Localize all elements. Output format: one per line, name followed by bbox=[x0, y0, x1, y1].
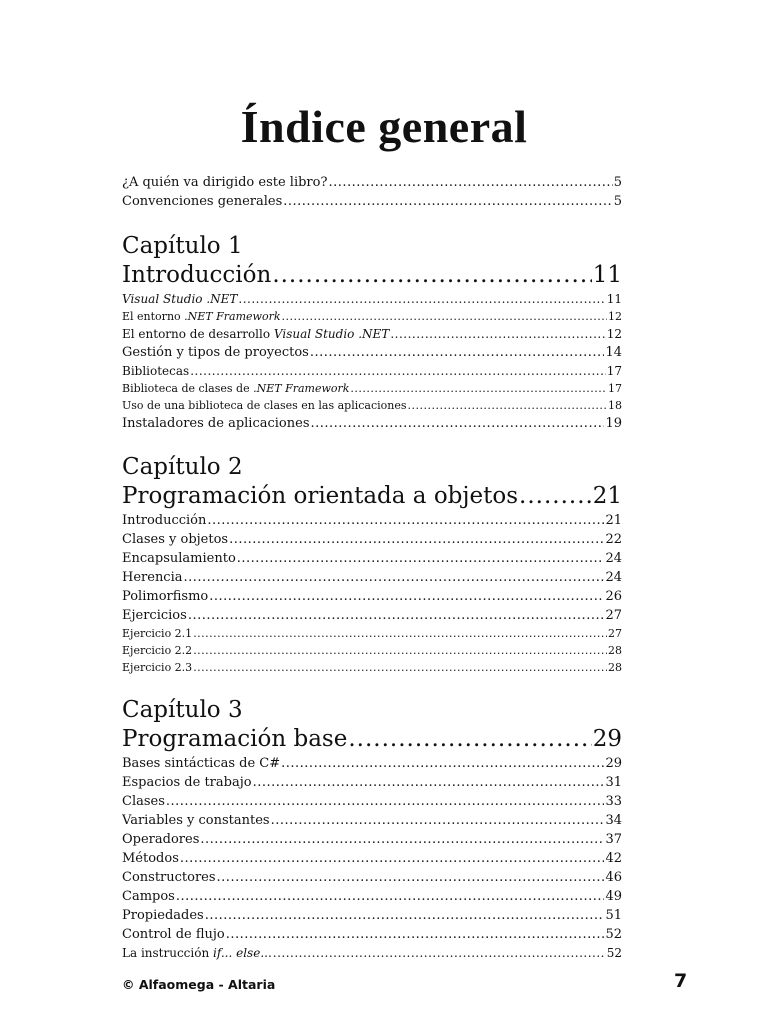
chapter-1 bbox=[122, 232, 622, 433]
toc-leader bbox=[390, 325, 605, 343]
toc-entry-label: Espacios de trabajo bbox=[122, 775, 252, 790]
toc-leader bbox=[193, 642, 607, 659]
toc-entry bbox=[122, 397, 622, 414]
toc-leader bbox=[311, 414, 605, 433]
toc-entry-page: 31 bbox=[605, 775, 622, 790]
toc-entry-label: Visual Studio .NET bbox=[122, 292, 238, 306]
toc-entry bbox=[122, 606, 622, 625]
toc-leader bbox=[272, 260, 591, 290]
toc-entry-label: Ejercicios bbox=[122, 608, 187, 623]
toc-leader bbox=[193, 625, 607, 642]
toc-entry bbox=[122, 414, 622, 433]
toc-entry-page: 28 bbox=[608, 644, 622, 657]
toc-leader bbox=[207, 511, 604, 530]
toc-entry bbox=[122, 906, 622, 925]
toc-leader bbox=[408, 397, 608, 414]
toc-entry bbox=[122, 192, 622, 211]
toc-entry bbox=[122, 811, 622, 830]
toc-entry bbox=[122, 659, 622, 676]
chapter-title-row bbox=[122, 260, 622, 290]
publisher-footer: © Alfaomega - Altaria bbox=[122, 977, 276, 992]
toc-entry-label: ¿A quién va dirigido este libro? bbox=[122, 175, 328, 190]
toc-entry-page: 18 bbox=[608, 399, 622, 412]
toc-entry-label: Clases y objetos bbox=[122, 532, 229, 547]
toc-entry bbox=[122, 173, 622, 192]
toc-entry-label: Propiedades bbox=[122, 908, 204, 923]
toc-entry-page: 5 bbox=[613, 194, 622, 209]
toc-entry bbox=[122, 792, 622, 811]
toc-entry-label: Bases sintácticas de C# bbox=[122, 756, 281, 771]
toc-leader bbox=[200, 830, 604, 849]
toc-leader bbox=[217, 868, 605, 887]
toc-entry bbox=[122, 511, 622, 530]
toc-entry-label: Operadores bbox=[122, 832, 200, 847]
toc-leader bbox=[253, 773, 605, 792]
toc-entry-label: Polimorfismo bbox=[122, 589, 209, 604]
toc-entry-page: 49 bbox=[605, 889, 622, 904]
toc-leader bbox=[176, 887, 605, 906]
toc-entry-page: 28 bbox=[608, 661, 622, 674]
toc-entry-page: 33 bbox=[605, 794, 622, 809]
toc-leader bbox=[229, 530, 604, 549]
toc-leader bbox=[190, 362, 606, 380]
toc-entry-label: Gestión y tipos de proyectos bbox=[122, 345, 309, 360]
toc-entry bbox=[122, 549, 622, 568]
toc-entry-page: 27 bbox=[608, 627, 622, 640]
toc-entry-page: 5 bbox=[613, 175, 622, 190]
toc-entry bbox=[122, 773, 622, 792]
toc-entry bbox=[122, 944, 622, 962]
toc-leader bbox=[205, 906, 605, 925]
toc-leader bbox=[281, 754, 604, 773]
toc-entry-page: 21 bbox=[605, 513, 622, 528]
toc-entry-label: El entorno de desarrollo Visual Studio .NET bbox=[122, 327, 390, 341]
toc-entry-label: Ejercicio 2.1 bbox=[122, 627, 193, 640]
toc-entry-label: Bibliotecas bbox=[122, 364, 190, 378]
toc-entry-page: 12 bbox=[608, 310, 622, 323]
toc-entry bbox=[122, 568, 622, 587]
chapter-3 bbox=[122, 696, 622, 962]
toc-leader bbox=[226, 925, 605, 944]
toc-entry bbox=[122, 290, 622, 308]
toc-entry-label: La instrucción if... else... bbox=[122, 946, 272, 960]
toc-entry bbox=[122, 754, 622, 773]
toc-entry-label: Ejercicio 2.2 bbox=[122, 644, 193, 657]
chapter-title: Introducción bbox=[122, 262, 272, 288]
toc-leader bbox=[238, 290, 605, 308]
toc-entry-page: 12 bbox=[606, 327, 622, 341]
toc-entry-label: Biblioteca de clases de .NET Framework bbox=[122, 382, 350, 395]
toc-entry-page: 42 bbox=[605, 851, 622, 866]
toc-entry-label: Introducción bbox=[122, 513, 207, 528]
chapter-title-row bbox=[122, 481, 622, 511]
toc-entry-label: Variables y constantes bbox=[122, 813, 270, 828]
toc-leader bbox=[283, 192, 612, 211]
toc-entry-page: 37 bbox=[605, 832, 622, 847]
chapter-title-row bbox=[122, 724, 622, 754]
toc-leader bbox=[271, 811, 605, 830]
toc-leader bbox=[350, 380, 607, 397]
toc-entry-label: Clases bbox=[122, 794, 165, 809]
toc-leader bbox=[310, 343, 605, 362]
toc-entry-label: Instaladores de aplicaciones bbox=[122, 416, 310, 431]
toc-entry bbox=[122, 625, 622, 642]
chapter-page: 21 bbox=[592, 483, 622, 509]
toc-leader bbox=[184, 568, 605, 587]
toc-entry-page: 27 bbox=[605, 608, 622, 623]
toc-entry-label: Ejercicio 2.3 bbox=[122, 661, 193, 674]
toc-leader bbox=[273, 944, 606, 962]
chapter-title: Programación orientada a objetos bbox=[122, 483, 519, 509]
toc-entry bbox=[122, 642, 622, 659]
chapter-page: 11 bbox=[592, 262, 622, 288]
toc-leader bbox=[188, 606, 605, 625]
toc-entry-label: Constructores bbox=[122, 870, 216, 885]
toc-entry bbox=[122, 362, 622, 380]
toc-entry-page: 52 bbox=[605, 927, 622, 942]
toc-entry-label: Herencia bbox=[122, 570, 183, 585]
toc-entry bbox=[122, 830, 622, 849]
toc-entry-page: 34 bbox=[605, 813, 622, 828]
toc-entry-label: El entorno .NET Framework bbox=[122, 310, 281, 323]
toc-entry-page: 17 bbox=[608, 382, 622, 395]
toc-leader bbox=[282, 308, 608, 325]
toc-entry-page: 22 bbox=[605, 532, 622, 547]
chapter-title: Programación base bbox=[122, 726, 348, 752]
toc-entry bbox=[122, 887, 622, 906]
toc-entry bbox=[122, 308, 622, 325]
toc-entry bbox=[122, 380, 622, 397]
toc-entry-page: 26 bbox=[605, 589, 622, 604]
toc-leader bbox=[519, 481, 592, 511]
toc-entry bbox=[122, 849, 622, 868]
toc-entry-page: 52 bbox=[606, 946, 622, 960]
toc-leader bbox=[209, 587, 604, 606]
chapter-label: Capítulo 3 bbox=[122, 697, 243, 723]
page-title: Índice general bbox=[240, 101, 528, 152]
chapter-label: Capítulo 2 bbox=[122, 454, 243, 480]
page-number: 7 bbox=[674, 970, 688, 992]
toc-entry bbox=[122, 325, 622, 343]
toc-entry bbox=[122, 925, 622, 944]
toc-entry-page: 29 bbox=[605, 756, 622, 771]
toc-entry-label: Métodos bbox=[122, 851, 179, 866]
toc-entry bbox=[122, 530, 622, 549]
toc-entry-label: Uso de una biblioteca de clases en las aplicaciones bbox=[122, 399, 407, 412]
toc-entry-label: Encapsulamiento bbox=[122, 551, 236, 566]
toc-leader bbox=[328, 173, 612, 192]
toc-entry-page: 11 bbox=[606, 292, 622, 306]
toc-leader bbox=[348, 724, 591, 754]
chapter-page: 29 bbox=[592, 726, 622, 752]
chapter-label: Capítulo 1 bbox=[122, 233, 243, 259]
toc-leader bbox=[166, 792, 605, 811]
toc-entry-label: Convenciones generales bbox=[122, 194, 283, 209]
toc-entry-page: 19 bbox=[605, 416, 622, 431]
toc-entry bbox=[122, 868, 622, 887]
toc-entry-label: Control de flujo bbox=[122, 927, 225, 942]
toc-entry-page: 46 bbox=[605, 870, 622, 885]
toc-entry-page: 24 bbox=[605, 570, 622, 585]
toc-entry bbox=[122, 587, 622, 606]
toc-leader bbox=[180, 849, 605, 868]
toc-entry-page: 24 bbox=[605, 551, 622, 566]
toc-leader bbox=[193, 659, 607, 676]
toc-entry-page: 14 bbox=[605, 345, 622, 360]
toc-intro bbox=[122, 173, 622, 211]
toc-entry-page: 51 bbox=[605, 908, 622, 923]
toc-entry bbox=[122, 343, 622, 362]
toc-leader bbox=[237, 549, 605, 568]
toc-entry-label: Campos bbox=[122, 889, 175, 904]
toc-entry-page: 17 bbox=[606, 364, 622, 378]
chapter-2 bbox=[122, 453, 622, 676]
